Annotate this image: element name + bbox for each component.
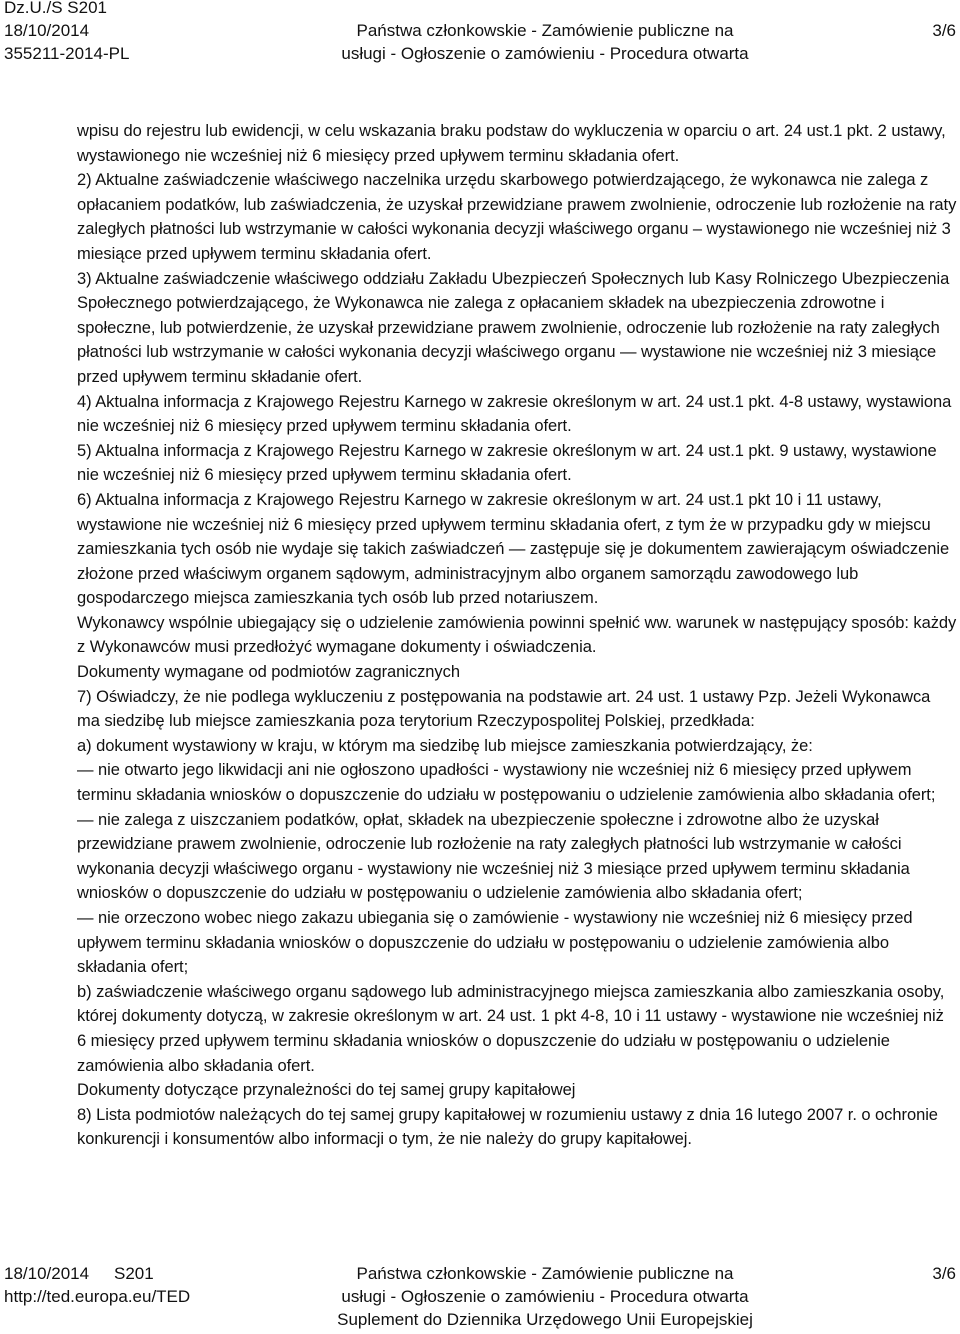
footer-title-line3: Suplement do Dziennika Urzędowego Unii Europejskiej	[337, 1310, 753, 1329]
paragraph: 5) Aktualna informacja z Krajowego Rejestru Karnego w zakresie określonym w art. 24 ust.1 pkt. 9 ustawy, wystawione nie wcześniej niż 6 miesięcy przed upływem terminu składania ofert.	[77, 441, 937, 485]
header-left	[4, 0, 129, 65]
paragraph: — nie orzeczono wobec niego zakazu ubiegania się o zamówienie - wystawiony nie wcześniej niż 6 miesięcy przed upływem terminu składania wniosków o dopuszczenie do udziału w postępowaniu o udzielenie zamówienia albo składania ofert;	[77, 909, 913, 977]
paragraph: 3) Aktualne zaświadczenie właściwego oddziału Zakładu Ubezpieczeń Społecznych lub Kasy Rolniczego Ubezpieczenia Społecznego potwierdzającego, że Wykonawca nie zalega z opłacaniem składek na ubezpieczenia zdrowotne i społeczne, lub potwierdzenie, że uzyskał przewidziane prawem zwolnienie, odroczenie lub rozłożenie na raty zaległych płatności lub wstrzymanie w całości wykonania decyzji właściwego organu — wystawione nie wcześniej niż 3 miesiące przed upływem terminu składanie ofert.	[77, 269, 950, 386]
footer-series: S201	[114, 1264, 154, 1283]
section-heading: Dokumenty dotyczące przynależności do tej samej grupy kapitałowej	[77, 1081, 576, 1100]
paragraph: wpisu do rejestru lub ewidencji, w celu wskazania braku podstaw do wykluczenia w oparciu o art. 24 ust.1 pkt. 2 ustawy, wystawionego nie wcześniej niż 6 miesięcy przed upływem terminu składania ofert.	[77, 122, 946, 165]
page-header	[0, 0, 960, 68]
paragraph: a) dokument wystawiony w kraju, w którym ma siedzibę lub miejsce zamieszkania potwierdzający, że:	[77, 736, 813, 755]
paragraph: b) zaświadczenie właściwego organu sądowego lub administracyjnego miejsca zamieszkania albo zamieszkania osoby, której dokumenty dotyczą, w zakresie określonym w art. 24 ust. 1 pkt 4-8, 10 i 11 ustawy - wystawione nie wcześniej niż 6 miesięcy przed upływem terminu składania wniosków o dopuszczenie do udziału w postępowaniu o udzielenie zamówienia albo składania ofert.	[77, 982, 945, 1075]
footer-date: 18/10/2014	[4, 1264, 90, 1283]
document-body	[77, 119, 957, 1152]
paragraph: 8) Lista podmiotów należących do tej samej grupy kapitałowej w rozumieniu ustawy z dnia 16 lutego 2007 r. o ochronie konkurencji i konsumentów albo informacji o tym, że nie należy do grupy kapitałowej.	[77, 1105, 938, 1149]
paragraph: 2) Aktualne zaświadczenie właściwego naczelnika urzędu skarbowego potwierdzającego, że wykonawca nie zalega z opłacaniem podatków, lub zaświadczenia, że uzyskał przewidziane prawem zwolnienie, odroczenie lub rozłożenie na raty zaległych płatności lub wstrzymanie w całości wykonania decyzji właściwego organu – wystawionego nie wcześniej niż 3 miesiące przed upływem terminu składania ofert.	[77, 171, 957, 263]
footer-title-line1: Państwa członkowskie - Zamówienie publiczne na	[356, 1264, 734, 1283]
header-date: 18/10/2014	[4, 21, 90, 40]
footer-url[interactable]: http://ted.europa.eu/TED	[4, 1287, 191, 1306]
footer-page-number: 3/6	[932, 1264, 956, 1283]
paragraph: — nie otwarto jego likwidacji ani nie ogłoszono upadłości - wystawiony nie wcześniej niż 6 miesięcy przed upływem terminu składania wniosków o dopuszczenie do udziału w postępowaniu o udzielenie zamówienia albo składania ofert;	[77, 761, 936, 805]
header-title	[330, 0, 760, 65]
paragraph: — nie zalega z uiszczaniem podatków, opłat, składek na ubezpieczenie społeczne i zdrowotne albo że uzyskał przewidziane prawem zwolnienie, odroczenie lub rozłożenie na raty zaległych płatności lub wstrzymanie w całości wykonania decyzji właściwego organu - wystawiony nie wcześniej niż 3 miesiące przed upływem terminu składania wniosków o dopuszczenie do udziału w postępowaniu o udzielenie zamówienia albo składania ofert;	[77, 810, 910, 903]
paragraph: 7) Oświadczy, że nie podlega wykluczeniu z postępowania na podstawie art. 24 ust. 1 ustawy Pzp. Jeżeli Wykonawca ma siedzibę lub miejsce zamieszkania poza terytorium Rzeczypospolitej Polskiej, przedkłada:	[77, 687, 931, 731]
header-notice-number: 355211-2014-PL	[4, 44, 130, 63]
paragraph: 4) Aktualna informacja z Krajowego Rejestru Karnego w zakresie określonym w art. 24 ust.1 pkt. 4-8 ustawy, wystawiona nie wcześniej niż 6 miesięcy przed upływem terminu składania ofert.	[77, 392, 952, 436]
header-title-line2: usługi - Ogłoszenie o zamówieniu - Procedura otwarta	[341, 44, 749, 63]
paragraph: Wykonawcy wspólnie ubiegający się o udzielenie zamówienia powinni spełnić ww. warunek w następujący sposób: każdy z Wykonawców musi przedłożyć wymagane dokumenty i oświadczenia.	[77, 613, 957, 657]
footer-left	[4, 1262, 190, 1308]
footer-title	[330, 1262, 760, 1331]
paragraph: 6) Aktualna informacja z Krajowego Rejestru Karnego w zakresie określonym w art. 24 ust.1 pkt 10 i 11 ustawy, wystawione nie wcześniej niż 6 miesięcy przed upływem terminu składania ofert, z tym że w przypadku gdy w miejscu zamieszkania tych osób nie wydaje się takich zaświadczeń — zastępuje się je dokumentem zawierającym oświadczenie złożone przed właściwym organem sądowym, administracyjnym albo organem samorządu zawodowego lub gospodarczego miejsca zamieszkania tych osób lub przed notariuszem.	[77, 490, 950, 608]
page-footer	[0, 1262, 960, 1334]
header-page-number: 3/6	[932, 21, 956, 40]
header-title-line1: Państwa członkowskie - Zamówienie publiczne na	[356, 21, 734, 40]
footer-title-line2: usługi - Ogłoszenie o zamówieniu - Procedura otwarta	[341, 1287, 749, 1306]
header-doc-id: Dz.U./S S201	[4, 0, 107, 17]
section-heading: Dokumenty wymagane od podmiotów zagranicznych	[77, 663, 460, 682]
